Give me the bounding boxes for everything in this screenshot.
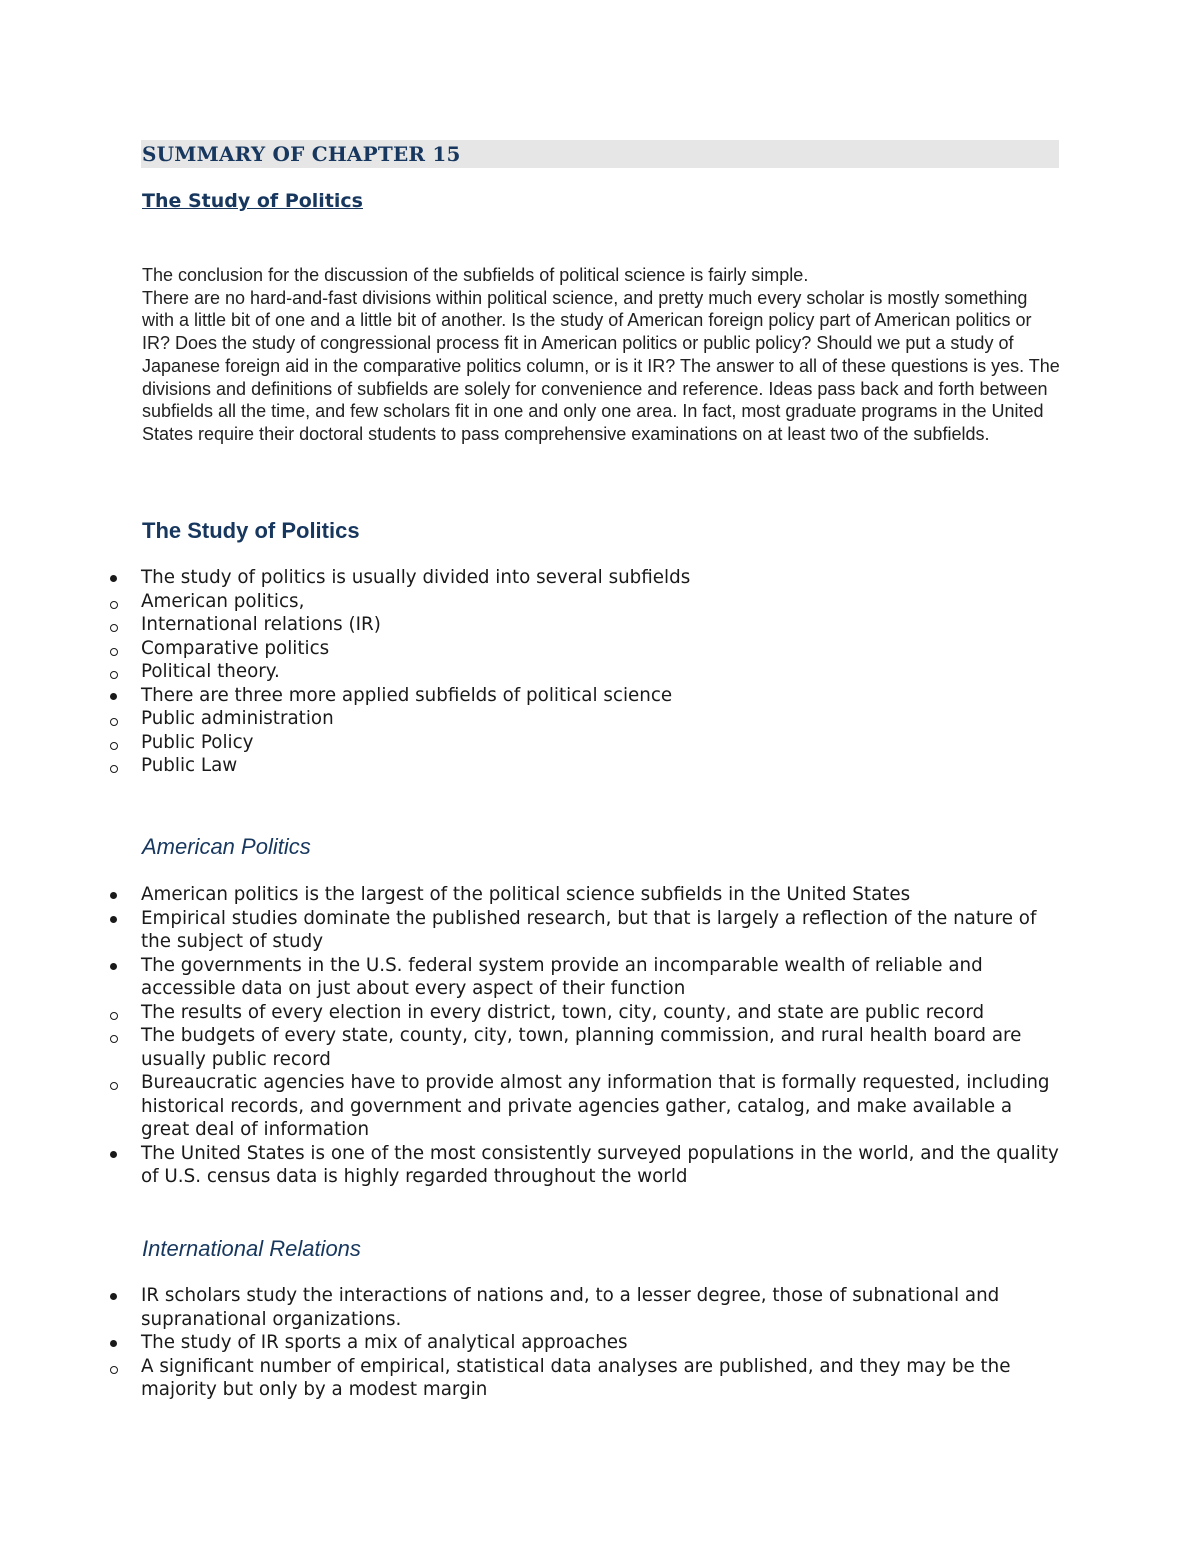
list-item <box>0 1331 1061 1355</box>
list-item-text: The budgets of every state, county, city, town, planning commission, and rural health board are usually public record <box>141 1025 1022 1070</box>
list-item-text: The governments in the U.S. federal system provide an incomparable wealth of reliable and accessible data on just about every aspect of their function <box>141 954 983 999</box>
intro-line: The conclusion for the discussion of the subfields of political science is fairly simple. <box>142 265 809 285</box>
list-item <box>0 613 1061 637</box>
list-item-text: There are three more applied subfields of political science <box>141 684 673 706</box>
list-item <box>0 731 1061 755</box>
list-american-politics <box>0 883 1200 1189</box>
list-item-text: Public Law <box>141 755 238 776</box>
list-item-text: Political theory. <box>141 661 280 682</box>
list-item <box>0 1024 1061 1071</box>
section-heading-international-relations: International Relations <box>142 1236 361 1261</box>
list-international-relations <box>0 1284 1200 1402</box>
list-item <box>0 1142 1061 1189</box>
subtitle-link[interactable]: The Study of Politics <box>142 190 363 212</box>
list-item <box>0 1001 1061 1025</box>
list-item <box>0 566 1061 590</box>
list-item <box>0 684 1061 708</box>
list-item-text: American politics, <box>141 590 305 612</box>
list-item <box>0 954 1061 1001</box>
list-item <box>0 637 1061 661</box>
list-item <box>0 707 1061 731</box>
chapter-title: SUMMARY OF CHAPTER 15 <box>141 140 1059 168</box>
list-item-text: Comparative politics <box>141 637 330 659</box>
list-item <box>0 1355 1061 1402</box>
list-item-text: Empirical studies dominate the published research, but that is largely a reflection of the nature of the subject of study <box>141 907 1037 952</box>
list-item <box>0 1284 1061 1331</box>
section-heading-study-of-politics: The Study of Politics <box>142 518 360 543</box>
list-item <box>0 883 1061 907</box>
list-item <box>0 907 1061 954</box>
list-item-text: The United States is one of the most consistently surveyed populations in the world, and the quality of U.S. census data is highly regarded throughout the world <box>141 1142 1059 1187</box>
list-item-text: The results of every election in every district, town, city, county, and state are public record <box>141 1001 985 1023</box>
list-item <box>0 590 1061 614</box>
list-item-text: A significant number of empirical, statistical data analyses are published, and they may be the majority but only by a modest margin <box>141 1355 1011 1400</box>
section-heading-american-politics: American Politics <box>142 834 311 859</box>
list-item-text: The study of politics is usually divided into several subfields <box>141 567 691 588</box>
list-item-text: International relations (IR) <box>141 614 381 635</box>
intro-paragraph <box>142 264 1062 446</box>
list-item <box>0 660 1061 684</box>
list-study-of-politics <box>0 566 1200 778</box>
list-item-text: The study of IR sports a mix of analytical approaches <box>141 1332 628 1353</box>
list-item-text: Bureaucratic agencies have to provide almost any information that is formally requested, including historical records, and government and private agencies gather, catalog, and make available a great deal of information <box>141 1072 1050 1140</box>
list-item-text: American politics is the largest of the political science subfields in the United States <box>141 884 911 905</box>
list-item <box>0 754 1061 778</box>
list-item-text: Public administration <box>141 708 334 729</box>
intro-body: There are no hard-and-fast divisions within political science, and pretty much every scholar is mostly something with a little bit of one and a little bit of another. Is the study of American foreign policy part of American politics or IR? Does the study of congressional process fit in American politics or public policy? Should we put a study of Japanese foreign aid in the comparative politics column, or is it IR? The answer to all of these questions is yes. The divisions and definitions of subfields are solely for convenience and reference. Ideas pass back and forth between subfields all the time, and few scholars fit in one and only one area. In fact, most graduate programs in the United States require their doctoral students to pass comprehensive examinations on at least two of the subfields. <box>142 287 1060 444</box>
list-item-text: Public Policy <box>141 731 254 753</box>
list-item-text: IR scholars study the interactions of nations and, to a lesser degree, those of subnational and supranational organizations. <box>141 1285 1000 1330</box>
list-item <box>0 1071 1061 1142</box>
